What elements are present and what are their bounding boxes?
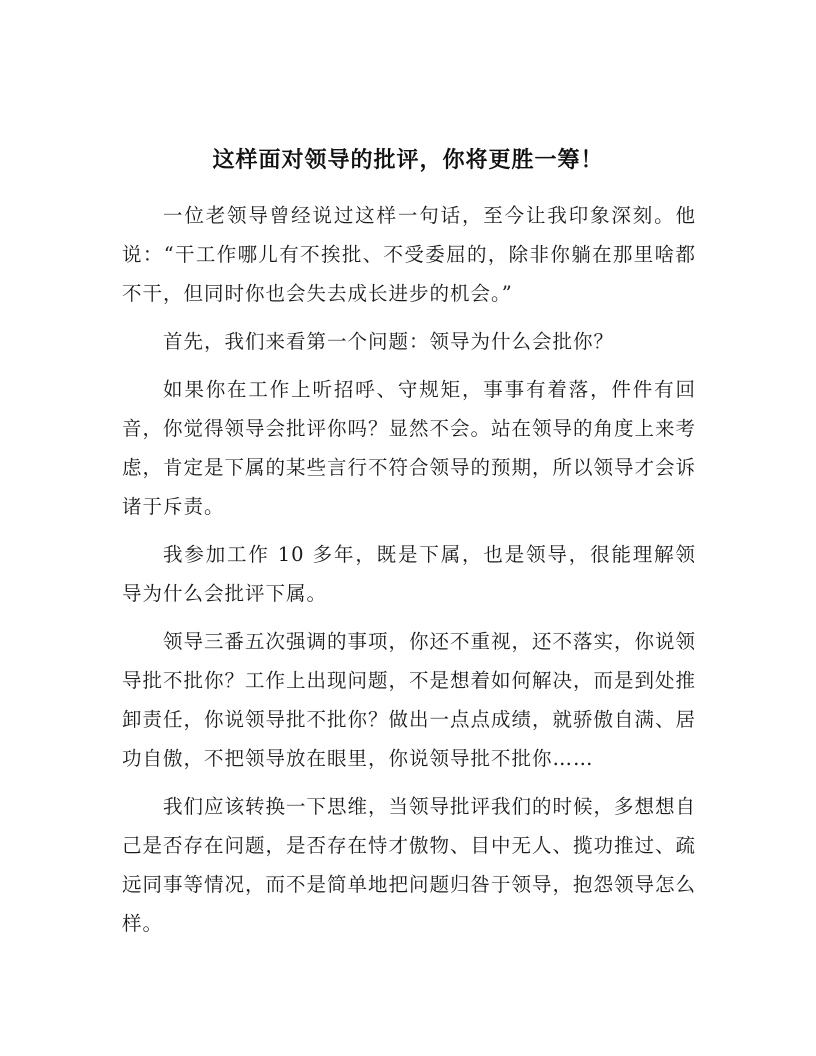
paragraph-2: 首先，我们来看第一个问题：领导为什么会批你？: [163, 330, 615, 353]
paragraph-4: 我参加工作 10 多年，既是下属，也是领导，很能理解领导为什么会批评下属。: [122, 543, 696, 605]
document-body: [122, 196, 696, 952]
paragraph-6: 我们应该转换一下思维，当领导批评我们的时候，多想想自己是否存在问题，是否存在恃才傲物、目中无人、揽功推过、疏远同事等情况，而不是简单地把问题归咎于领导，抱怨领导怎么样。: [122, 795, 697, 935]
paragraph-1: 一位老领导曾经说过这样一句话，至今让我印象深刻。他说：“干工作哪儿有不挨批、不受委屈的，除非你躺在那里啥都不干，但同时你也会失去成长进步的机会。”: [122, 204, 696, 305]
paragraph-5: 领导三番五次强调的事项，你还不重视，还不落实，你说领导批不批你？工作上出现问题，不是想着如何解决，而是到处推卸责任，你说领导批不批你？做出一点点成绩，就骄傲自满、居功自傲，不把领导放在眼里，你说领导批不批你……: [122, 630, 697, 770]
document-title: 这样面对领导的批评，你将更胜一筹！: [212, 148, 604, 173]
paragraph-3: 如果你在工作上听招呼、守规矩，事事有着落，件件有回音，你觉得领导会批评你吗？显然不会。站在领导的角度上来考虑，肯定是下属的某些言行不符合领导的预期，所以领导才会诉诸于斥责。: [122, 378, 697, 518]
